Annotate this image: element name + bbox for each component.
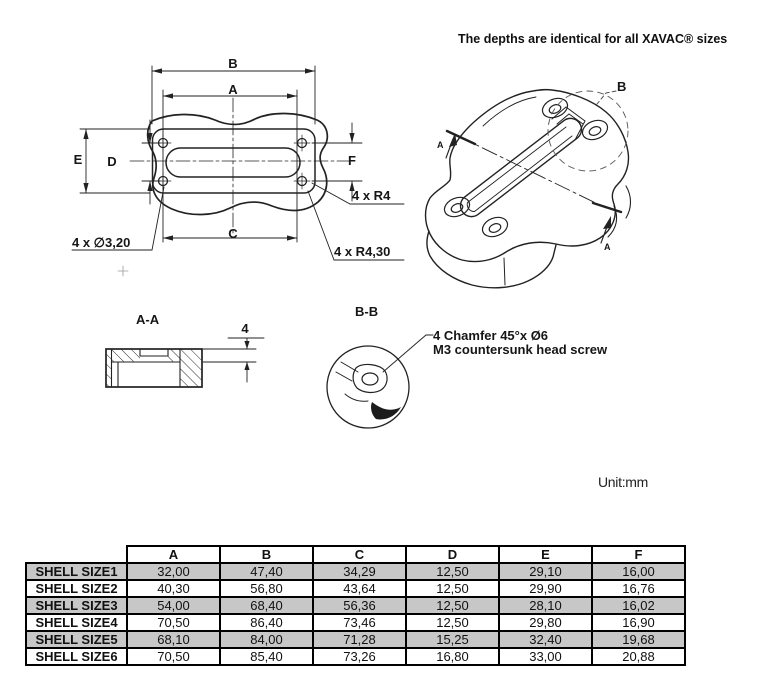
unit-label: Unit:mm <box>598 474 649 490</box>
cell: 34,29 <box>313 563 406 580</box>
cell: 85,40 <box>220 648 313 665</box>
dim-label-e: E <box>73 152 83 167</box>
table-row <box>26 563 685 580</box>
dim-label-d: D <box>107 154 117 169</box>
cell: 68,40 <box>220 597 313 614</box>
table-header-row <box>26 546 685 563</box>
row-label: SHELL SIZE2 <box>26 580 127 597</box>
cell: 40,30 <box>127 580 220 597</box>
row-label: SHELL SIZE6 <box>26 648 127 665</box>
bb-note-line2: M3 countersunk head screw <box>433 342 608 357</box>
section-aa-dim: 4 <box>241 321 249 336</box>
isometric-view-drawing <box>426 90 631 288</box>
cell: 12,50 <box>406 580 499 597</box>
cell: 68,10 <box>127 631 220 648</box>
cell: 19,68 <box>592 631 685 648</box>
table-row <box>26 597 685 614</box>
col-header-c: C <box>313 546 406 563</box>
callout-outer-radius: 4 x R4,30 <box>334 244 391 259</box>
cell: 33,00 <box>499 648 592 665</box>
cell: 86,40 <box>220 614 313 631</box>
row-label: SHELL SIZE4 <box>26 614 127 631</box>
col-header-f: F <box>592 546 685 563</box>
cell: 56,80 <box>220 580 313 597</box>
cell: 43,64 <box>313 580 406 597</box>
cell: 29,80 <box>499 614 592 631</box>
dim-label-b: B <box>228 56 238 71</box>
col-header-b: B <box>220 546 313 563</box>
bb-note-line1: 4 Chamfer 45°x Ø6 <box>433 328 549 343</box>
col-header-a: A <box>127 546 220 563</box>
cell: 16,80 <box>406 648 499 665</box>
cell: 32,00 <box>127 563 220 580</box>
section-arrow-label-bottom: A <box>604 242 611 252</box>
section-arrow-label-top: A <box>437 140 444 150</box>
callout-hole-diameter: 4 x ∅3,20 <box>72 235 131 250</box>
dim-label-a: A <box>228 82 238 97</box>
col-header-d: D <box>406 546 499 563</box>
row-label: SHELL SIZE1 <box>26 563 127 580</box>
table-row <box>26 648 685 665</box>
cell: 16,76 <box>592 580 685 597</box>
table-row <box>26 631 685 648</box>
dim-label-c: C <box>228 226 238 241</box>
cell: 12,50 <box>406 563 499 580</box>
col-header-e: E <box>499 546 592 563</box>
cell: 28,10 <box>499 597 592 614</box>
cell: 29,10 <box>499 563 592 580</box>
detail-bb-label: B-B <box>355 304 379 319</box>
cell: 84,00 <box>220 631 313 648</box>
cell: 54,00 <box>127 597 220 614</box>
cell: 12,50 <box>406 597 499 614</box>
table-corner-blank <box>26 546 127 563</box>
section-aa-label: A-A <box>136 312 160 327</box>
dimension-table <box>25 545 686 666</box>
table-row <box>26 614 685 631</box>
cell: 29,90 <box>499 580 592 597</box>
page-heading: The depths are identical for all XAVAC® sizes <box>458 32 728 46</box>
cell: 73,46 <box>313 614 406 631</box>
dim-label-f: F <box>348 153 356 168</box>
cell: 70,50 <box>127 614 220 631</box>
section-aa-drawing <box>106 338 264 387</box>
cell: 56,36 <box>313 597 406 614</box>
row-label: SHELL SIZE3 <box>26 597 127 614</box>
cell: 32,40 <box>499 631 592 648</box>
cell: 16,02 <box>592 597 685 614</box>
detail-b-label: B <box>617 79 627 94</box>
table-row <box>26 580 685 597</box>
cell: 73,26 <box>313 648 406 665</box>
row-label: SHELL SIZE5 <box>26 631 127 648</box>
cell: 47,40 <box>220 563 313 580</box>
cell: 70,50 <box>127 648 220 665</box>
cell: 16,90 <box>592 614 685 631</box>
callout-corner-radius: 4 x R4 <box>352 188 391 203</box>
cell: 71,28 <box>313 631 406 648</box>
detail-bb-drawing <box>327 335 433 428</box>
cell: 16,00 <box>592 563 685 580</box>
cell: 12,50 <box>406 614 499 631</box>
cell: 20,88 <box>592 648 685 665</box>
cell: 15,25 <box>406 631 499 648</box>
